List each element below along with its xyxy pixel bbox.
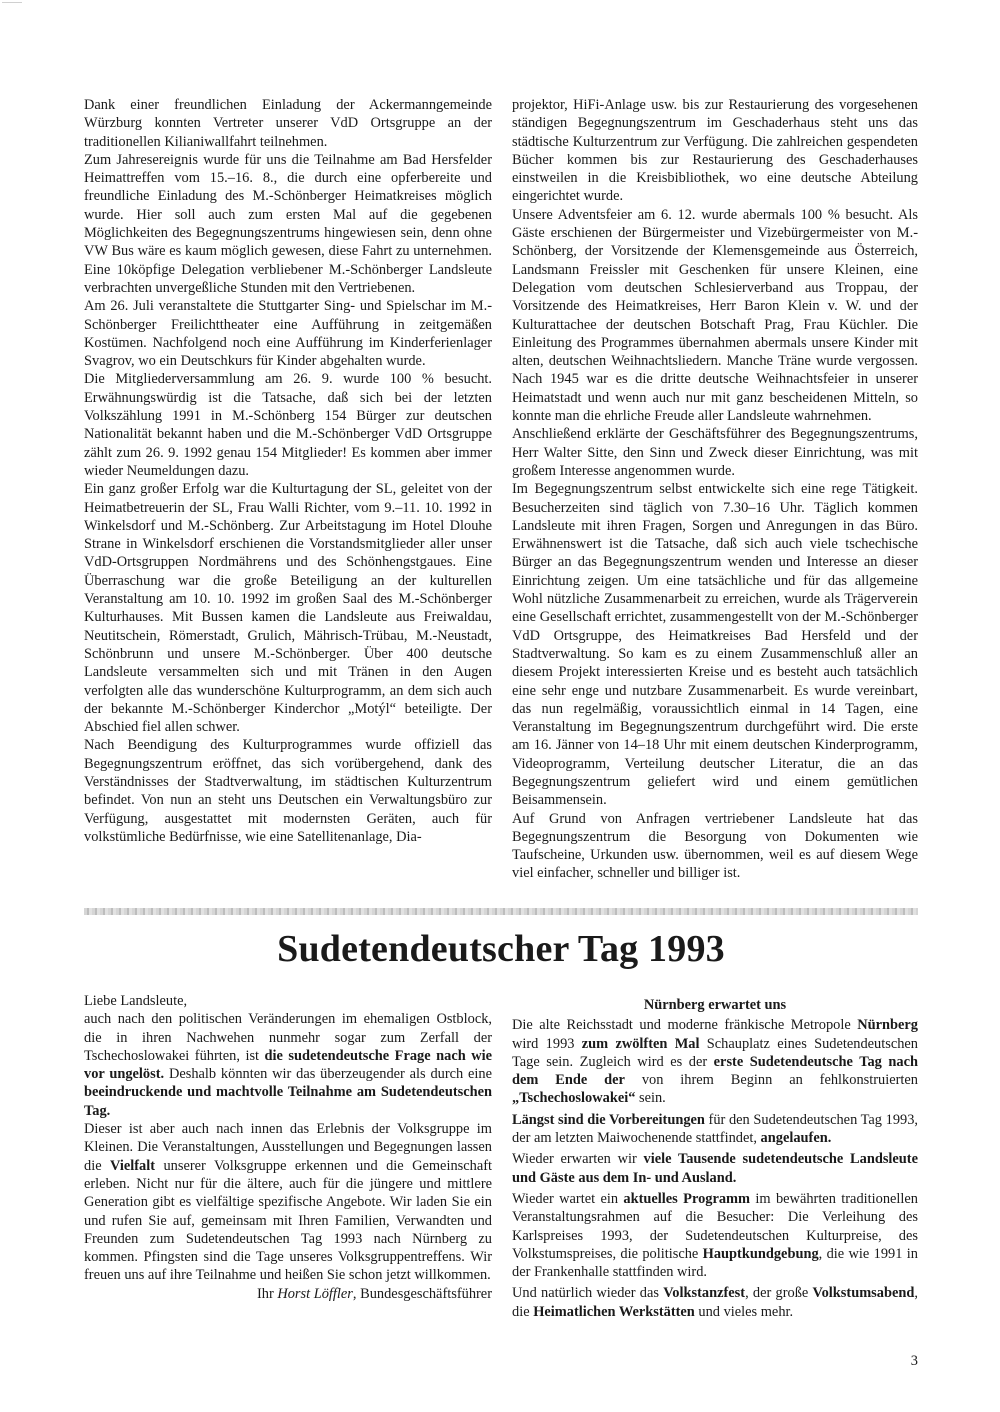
bold-text: Volkstumsabend [812,1285,915,1302]
paragraph: Zum Jahresereignis wurde für uns die Teilnahme am Bad Hersfelder Heimattreffen vom 15.–16. 8., die durch eine opferbereite und freundliche Einladung des M.-Schönberger Heimatkreises möglich wurde. Hier soll auch zum ersten Mal auf die gegebenen Möglichkeiten des Begegnungszentrums hingewiesen sein, denn ohne VW Bus wäre es kaum möglich gewesen, diese Fahrt zu unternehmen. Eine 10köpfige Delegation verbliebener M.-Schönberger Landsleute verbrachten unvergeßliche Stunden mit den Vertriebenen. [84,151,492,296]
paragraph: Auf Grund von Anfragen vertriebener Landsleute hat das Begegnungszentrum die Besorgung von Dokumenten wie Taufscheine, Urkunden usw. übernommen, weil es auf diesem Wege viel einfacher, schneller und billiger ist. [512,810,918,882]
text-run: , die [512,1285,918,1320]
author-name: Horst Löffler [277,1285,353,1302]
text-run: unserer Volksgruppe erkennen und die Gemeinschaft erleben. Nicht nur für die ältere, auch für die jüngere und mittlere Generation gibt es vielfältige spezifische Angebote. Wir laden Sie ein und rufen Sie auf, gemeinsam mit Ihren Familien, Verwandten und Freunden zum Sudetendeutschen Tag 1993 nach Nürnberg zu kommen. Pfingsten sind die Tage unseres Volksgruppentreffens. Wir freuen uns auf ihre Teilnahme und heißen Sie schon jetzt willkommen. [84,1157,492,1284]
paragraph: Anschließend erklärte der Geschäftsführer des Begegnungszentrums, Herr Walter Sitte, den Sinn und Zweck dieser Einrichtung, was mit großem Interesse angenommen wurde. [512,426,918,479]
text-run: auch nach den politischen Veränderungen im ehemaligen Ostblock, die in ihren Nachwehen nunmehr sogar zum Zerfall der Tschechoslowakei führten, ist [84,1011,492,1064]
bold-text: Hauptkundgebung [702,1245,819,1262]
paragraph: Ein ganz großer Erfolg war die Kulturtagung der SL, geleitet von der Heimatbetreuerin der SL, Frau Walli Richter, vom 9.–11. 10. 1992 in Winkelsdorf und M.-Schönberg. Zur Arbeitstagung im Hotel Dlouhe Strane in Winkelsdorf erschienen die Vorstandsmitglieder aller unser VdD-Ortsgruppen Nordmährens und des Schönhengstgaues. Eine Überraschung war die große Beteiligung an der kulturellen Veranstaltung am 10. 10. 1992 im großen Saal des M.-Schönberger Kulturhauses. Mit Bussen kamen die Landsleute aus Freiwaldau, Neutitschein, Römerstadt, Grulich, Mährisch-Trübau, M.-Neustadt, Schönbrunn und unsere M.-Schönberger. Über 400 deutsche Landsleute versammelten sich und mit Tränen in den Augen verfolgten alle das wunderschöne Kulturprogramm, an dem sich auch der bekannte M.-Schönberger Kinderchor „Motýl“ beteiligte. Der Abschied fiel allen schwer. [84,481,492,736]
paragraph [512,1150,918,1187]
text-run: , die wie 1991 in der Frankenhalle stattfinden wird. [512,1245,918,1281]
text-run: sein. [635,1090,666,1107]
bold-text: Heimatlichen Werkstätten [533,1303,695,1320]
paragraph [512,1284,918,1321]
bold-text: die sudetendeutsche Frage nach wie vor ungelöst. [84,1047,492,1083]
text-run: für den Sudetendeutschen Tag 1993, der am letzten Maiwochenende stattfindet, [512,1111,918,1147]
bold-text: erste Sudetendeutsche Tag nach dem Ende der [512,1053,918,1089]
bold-text: angelaufen. [760,1130,832,1147]
salutation: Liebe Landsleute, [84,993,188,1009]
paragraph: Unsere Adventsfeier am 6. 12. wurde abermals 100 % besucht. Als Gäste erschienen der Bürgermeister und Vizebürgermeister von M.-Schönberg, der Vorsitzende der Klemensgemeinde aus Österreich, Landsmann Freissler mit Geschenken für unsere Kleinen, eine Delegation vom deutschen Schlesierverband aus Troppau, der Vorsitzende des Heimatkreises, Herr Baron Klein v. W. und der Kulturattachee der deutschen Botschaft Prag, Frau Küchler. Die Einleitung des Programmes übernahmen abermals unsere Kinder mit alten, deutschen Weihnachtsliedern. Manche Träne wurde vergossen. Nach 1945 war es die dritte deutsche Weihnachtsfeier in unserer Heimatstadt und wenn auch nur mit ganz bescheidenen Mitteln, so konnte man die ehrliche Freude aller Landsleute wahrnehmen. [512,206,918,425]
scan-corner-mark [2,2,22,7]
subheading: Nürnberg erwartet uns [643,997,787,1013]
left-column-report [84,96,492,846]
paragraph [512,1190,918,1281]
text-run: Dieser ist aber auch nach innen das Erlebnis der Volksgruppe im Kleinen. Die Veranstaltungen, Ausstellungen und Begegnungen lassen die [84,1121,492,1174]
text-run: Wieder erwarten wir [512,1151,644,1168]
paragraph: Im Begegnungszentrum selbst entwickelte sich eine rege Tätigkeit. Besucherzeiten sind täglich von 7.30–16 Uhr. Täglich kommen Landsleute mit ihren Fragen, Sorgen und Anregungen in das Büro. Erwähnenswert ist die Tatsache, daß sich auch viele tschechische Bürger an das Begegnungszentrum wenden und Interesse an dieser Einrichtung zeigen. Um eine tatsächliche und für das allgemeine Wohl nützliche Zusammenarbeit zu erreichen, wurde als Trägerverein eine Gesellschaft errichtet, zusammengestellt von der M.-Schönberger VdD Ortsgruppe, des Heimatkreises Bad Hersfeld und der Stadtverwaltung. So kam es zu einem Zusammenschluß aller an diesem Projekt interessierten Kreise und es besteht auch tatsächlich eine sehr enge und nutzbare Zusammenarbeit. Es wurde vereinbart, das nun regelmäßig, voraussichtlich einmal in 14 Tagen, eine Veranstaltung im Begegnungszentrum durchgeführt wird. Die erste am 16. Jänner von 14–18 Uhr mit einem deutschen Kinderprogramm, Videoprogramm, Verteilung deutscher Literatur, die an das Begegnungszentrum geliefert wird und einem gemütlichen Beisammensein. [512,481,918,809]
bold-text: viele Tausende sudetendeutsche Landsleute und Gäste aus dem In- und Ausland. [512,1151,918,1186]
text-run: im bewährten traditionellen Veranstaltungsrahmen auf die Besucher: Die Verleihung des Karlspreises 1993, der Sudetendeutschen Kulturpreise, des Volkstumspreises, die politische [512,1190,918,1262]
text-run: und vieles mehr. [694,1303,794,1320]
signature [84,1285,492,1303]
text-run: Schauplatz eines Sudetendeutschen Tage sein. Zugleich wird es der [512,1035,918,1070]
bold-text: Nürnberg [857,1017,918,1034]
nuernberg-column [512,996,918,1324]
text-run: , der große [745,1285,813,1302]
bold-text: zum zwölften Mal [581,1035,700,1052]
text-run: Und natürlich wieder das [512,1285,664,1302]
bold-text: Volkstanzfest [663,1285,746,1302]
paragraph [512,1111,918,1148]
page-number: 3 [910,1353,918,1369]
paragraph [512,1016,918,1107]
paragraph: projektor, HiFi-Anlage usw. bis zur Restaurierung des vorgesehenen ständigen Begegnungszentrum im Geschaderhaus steht uns das städtische Kulturzentrum zur Verfügung. Die zahlreichen gespendeten Bücher kommen bis zur Restaurierung des Geschaderhauses einstweilen in die Kreisbibliothek, wo eine deutsche Abteilung eingerichtet wurde. [512,97,918,205]
section-divider [84,908,918,915]
text-run: , Bundesgeschäftsführer [352,1285,492,1302]
paragraph: Am 26. Juli veranstaltete die Stuttgarter Sing- und Spielschar im M.-Schönberger Freilichttheater eine Aufführung in zeitgemäßen Kostümen. Nachfolgend noch eine Aufführung im Kinderferienlager Svagrov, wo ein Deutschkurs für Kinder abgehalten wurde. [84,298,492,370]
paragraph [84,1010,492,1120]
bold-text: Vielfalt [110,1157,156,1174]
paragraph: Die Mitgliederversammlung am 26. 9. wurde 100 % besucht. Erwähnungswürdig ist die Tatsache, daß sich bei der letzten Volkszählung 1991 in M.-Schönberg 154 Bürger zur deutschen Nationalität bekannt haben und die M.-Schönberger VdD Ortsgruppe zählt zum 26. 9. 1992 genau 154 Mitglieder! Es kommen aber immer wieder Neumeldungen dazu. [84,371,492,479]
text-run: wird 1993 [512,1035,582,1052]
bold-text: „Tschechoslowakei“ [512,1090,636,1107]
bold-text: Längst sind die Vorbereitungen [512,1111,705,1128]
text-run: von ihrem Beginn an fehlkonstruierten [624,1072,918,1089]
appeal-column [84,992,492,1303]
paragraph: Dank einer freundlichen Einladung der Ackermanngemeinde Würzburg konnten Vertreter unserer VdD Ortsgruppe an der traditionellen Kilianiwallfahrt teilnehmen. [84,97,492,150]
right-column-report [512,96,918,883]
text-run: Die alte Reichsstadt und moderne fränkische Metropole [512,1017,858,1034]
bold-text: aktuelles Programm [623,1190,751,1207]
section-headline: Sudetendeutscher Tag 1993 [277,928,725,970]
paragraph: Nach Beendigung des Kulturprogrammes wurde offiziell das Begegnungszentrum eröffnet, das sich vorübergehend, dank des Verständnisses der Stadtverwaltung, im städtischen Kulturzentrum befindet. Von nun an steht uns Deutschen ein Verwaltungsbüro zur Verfügung, ausgestattet mit modernsten Geräten, auch für volkstümliche Bedürfnisse, wie eine Satellitenanlage, Dia- [84,737,492,845]
bold-text: beeindruckende und machtvolle Teilnahme am Sudetendeutschen Tag. [84,1084,492,1119]
text-run: Deshalb könnten wir das überzeugender als durch eine [164,1066,493,1083]
text-run: Wieder wartet ein [512,1190,624,1207]
text-run: Ihr [256,1285,278,1302]
paragraph [84,1120,492,1285]
